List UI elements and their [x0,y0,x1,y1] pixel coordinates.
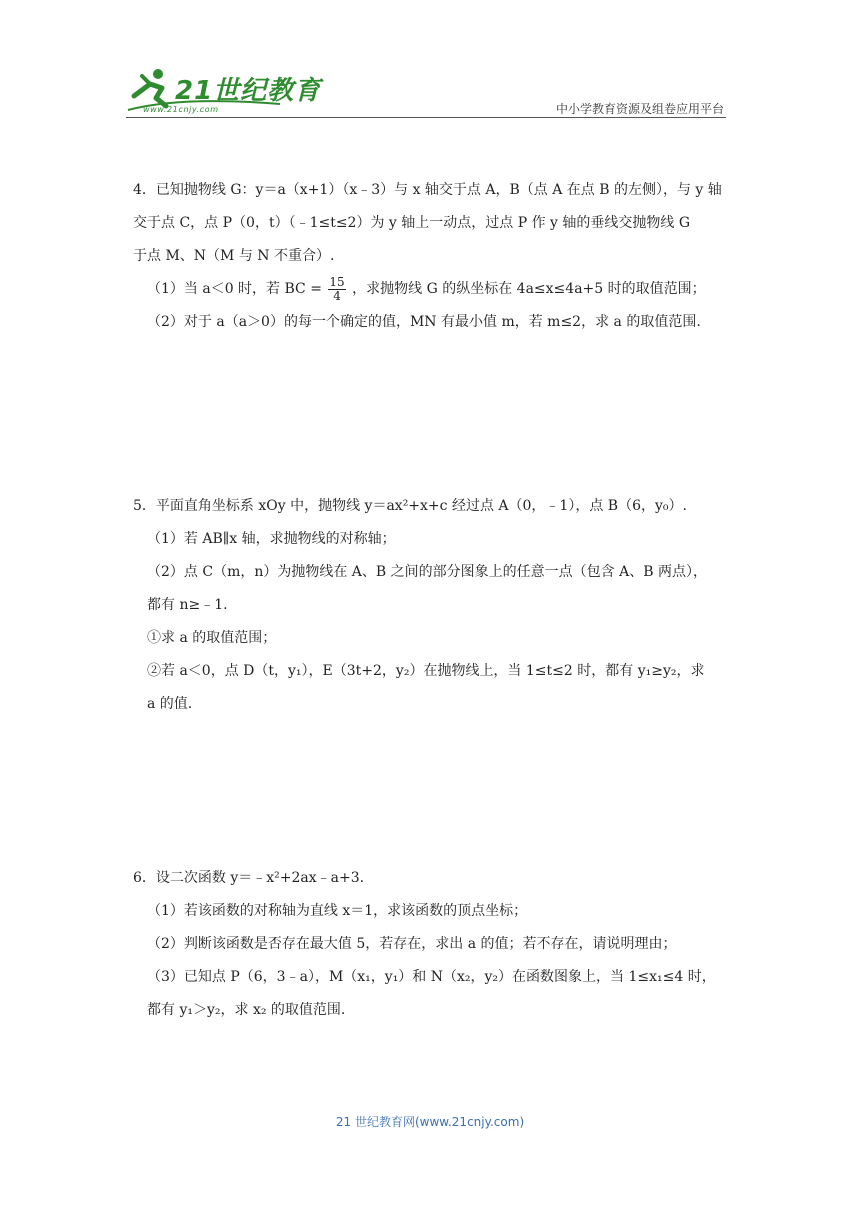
q5-line-5: ①求 a 的取值范围； [147,630,277,646]
q6-line-2: （1）若该函数的对称轴为直线 x＝1，求该函数的顶点坐标； [147,903,528,919]
page-header [0,0,860,130]
q4-line-2: 交于点 C，点 P（0，t）（﹣1≤t≤2）为 y 轴上一动点，过点 P 作 y 轴的垂线交抛物线 G [133,215,691,231]
fraction-denominator: 4 [333,288,341,303]
q5-line-7: a 的值. [147,696,193,712]
question-5 [133,490,707,721]
platform-name: 中小学教育资源及组卷应用平台 [555,102,724,116]
q4-line-1: 4．已知抛物线 G：y＝a（x+1）（x﹣3）与 x 轴交于点 A，B（点 A 在点 B 的左侧），与 y 轴 [133,182,722,198]
q5-line-2: （1）若 AB∥x 轴，求抛物线的对称轴； [147,531,396,547]
q6-line-3: （2）判断该函数是否存在最大值 5，若存在，求出 a 的值；若不存在，请说明理由； [147,936,677,952]
logo-text: 21世纪教育 [175,76,322,106]
q4-line-3: 于点 M、N（M 与 N 不重合）. [133,248,335,264]
question-4 [133,174,722,339]
q5-line-4: 都有 n≥﹣1. [147,597,228,613]
q4-part-1-post: ，求抛物线 G 的纵坐标在 4a≤x≤4a+5 时的取值范围； [352,281,706,297]
q6-line-1: 6．设二次函数 y＝﹣x²+2ax﹣a+3. [133,870,365,886]
q4-part-1-pre: （1）当 a＜0 时，若 BC = [147,281,322,297]
q4-part-2: （2）对于 a（a＞0）的每一个确定的值，MN 有最小值 m，若 m≤2，求 a 的取值范围. [147,314,701,330]
footer-link[interactable]: 21 世纪教育网(www.21cnjy.com) [335,1115,525,1129]
q6-line-4: （3）已知点 P（6，3﹣a），M（x₁，y₁）和 N（x₂，y₂）在函数图象上，当 1≤x₁≤4 时， [147,969,716,985]
q5-line-1: 5．平面直角坐标系 xOy 中，抛物线 y＝ax²+x+c 经过点 A（0，﹣1），点 B（6，y₀）. [133,498,687,514]
q6-line-5: 都有 y₁＞y₂，求 x₂ 的取值范围. [147,1002,346,1018]
q5-line-6: ②若 a＜0，点 D（t，y₁），E（3t+2，y₂）在抛物线上，当 1≤t≤2 时，都有 y₁≥y₂，求 [147,663,705,679]
fraction-numerator: 15 [329,274,345,289]
question-6 [133,862,716,1027]
header-divider [126,117,726,118]
q5-line-3: （2）点 C（m，n）为抛物线在 A、B 之间的部分图象上的任意一点（包含 A、B 两点）， [147,564,707,580]
q4-part-1 [133,273,722,306]
fraction-15-over-4 [328,276,345,303]
logo-url: www.21cnjy.com [143,105,219,114]
